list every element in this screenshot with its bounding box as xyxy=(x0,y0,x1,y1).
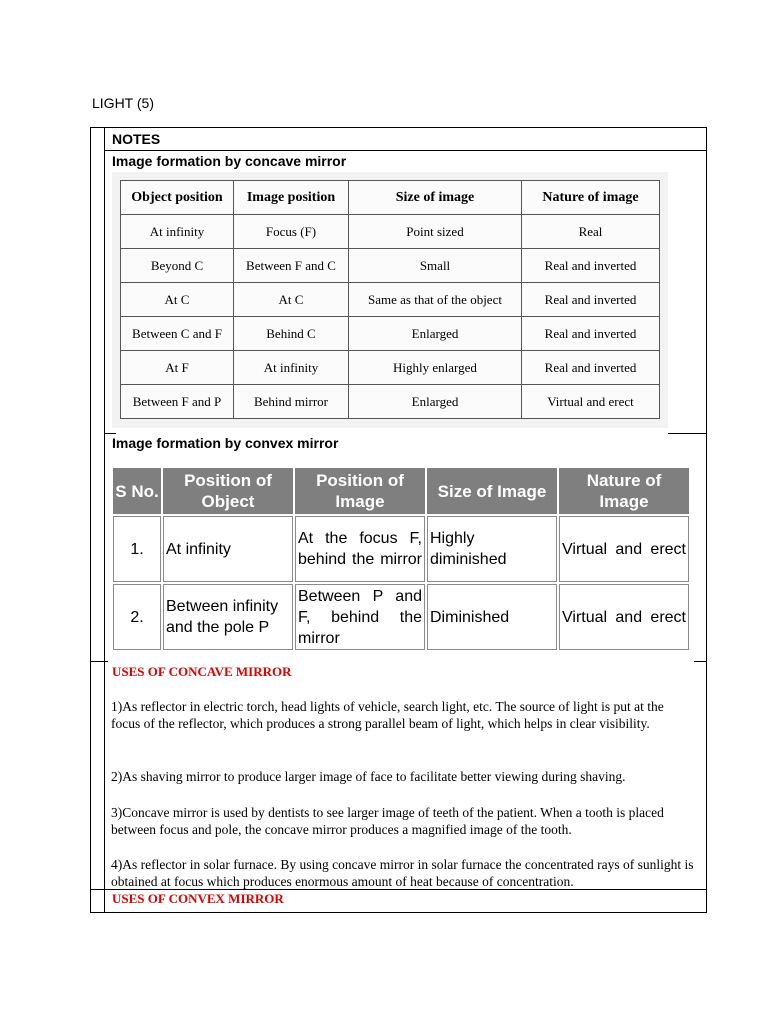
table-row xyxy=(121,385,660,419)
table-row xyxy=(121,351,660,385)
frame-divider-3 xyxy=(90,661,108,662)
uses-concave-item-4: 4)As reflector in solar furnace. By using concave mirror in solar furnace the concentrated rays of sunlight is obtained at focus which produces enormous amount of heat because of concentration. xyxy=(111,857,694,889)
table-cell: Diminished xyxy=(427,584,557,650)
table-cell: Beyond C xyxy=(121,249,234,283)
frame-right xyxy=(706,127,707,913)
table-cell: Real xyxy=(522,215,660,249)
concave-section-heading: Image formation by concave mirror xyxy=(112,153,347,169)
concave-table-image xyxy=(112,172,668,428)
uses-convex-heading: USES OF CONVEX MIRROR xyxy=(112,891,284,906)
frame-bottom xyxy=(90,912,707,913)
table-cell: Behind C xyxy=(234,317,349,351)
column-header: Nature of image xyxy=(522,181,660,215)
table-row xyxy=(121,317,660,351)
table-cell: Between infinity and the pole P xyxy=(163,584,293,650)
table-cell: At the focus F, behind the mirror xyxy=(295,516,425,582)
frame-left xyxy=(90,127,91,913)
table-cell: Between C and F xyxy=(121,317,234,351)
table-cell: Real and inverted xyxy=(522,351,660,385)
column-header: Position of Object xyxy=(163,468,293,514)
table-cell: At C xyxy=(234,283,349,317)
table-cell: 1. xyxy=(113,516,161,582)
uses-concave-heading: USES OF CONCAVE MIRROR xyxy=(112,664,292,679)
table-cell: Between P and F, behind the mirror xyxy=(295,584,425,650)
table-cell: Between F and C xyxy=(234,249,349,283)
column-header: Size of image xyxy=(349,181,522,215)
convex-table xyxy=(111,466,691,652)
column-header: Position of Image xyxy=(295,468,425,514)
table-cell: Highly diminished xyxy=(427,516,557,582)
frame-divider-2 xyxy=(104,433,116,434)
table-cell: Enlarged xyxy=(349,317,522,351)
frame-divider-3b xyxy=(694,661,707,662)
table-cell: Behind mirror xyxy=(234,385,349,419)
table-cell: Virtual and erect xyxy=(522,385,660,419)
table-cell: Virtual and erect xyxy=(559,516,689,582)
column-header: S No. xyxy=(113,468,161,514)
table-cell: Real and inverted xyxy=(522,317,660,351)
page-title: LIGHT (5) xyxy=(92,95,154,111)
column-header: Nature of Image xyxy=(559,468,689,514)
table-cell: At C xyxy=(121,283,234,317)
table-header-row xyxy=(121,181,660,215)
table-cell: Small xyxy=(349,249,522,283)
table-cell: Same as that of the object xyxy=(349,283,522,317)
notes-heading: NOTES xyxy=(112,131,161,147)
table-row xyxy=(113,584,689,650)
frame-inner-left xyxy=(104,127,105,913)
table-row xyxy=(121,283,660,317)
concave-table xyxy=(120,180,660,419)
uses-concave-item-2: 2)As shaving mirror to produce larger image of face to facilitate better viewing during shaving. xyxy=(111,769,626,784)
table-cell: Real and inverted xyxy=(522,283,660,317)
table-cell: 2. xyxy=(113,584,161,650)
table-row xyxy=(121,249,660,283)
table-cell: Between F and P xyxy=(121,385,234,419)
table-cell: At infinity xyxy=(121,215,234,249)
column-header: Image position xyxy=(234,181,349,215)
table-header-row xyxy=(113,468,689,514)
table-cell: Virtual and erect xyxy=(559,584,689,650)
table-row xyxy=(113,516,689,582)
column-header: Object position xyxy=(121,181,234,215)
table-cell: At infinity xyxy=(234,351,349,385)
column-header: Size of Image xyxy=(427,468,557,514)
frame-top xyxy=(90,127,707,128)
frame-divider-2b xyxy=(668,433,707,434)
table-cell: Focus (F) xyxy=(234,215,349,249)
table-cell: Enlarged xyxy=(349,385,522,419)
table-row xyxy=(121,215,660,249)
table-cell: Real and inverted xyxy=(522,249,660,283)
table-cell: At infinity xyxy=(163,516,293,582)
frame-divider-1 xyxy=(104,150,707,151)
table-cell: Point sized xyxy=(349,215,522,249)
uses-concave-item-1: 1)As reflector in electric torch, head lights of vehicle, search light, etc. The source of light is put at the focus of the reflector, which produces a strong parallel beam of light, which helps in clear visibility. xyxy=(111,699,664,731)
table-cell: At F xyxy=(121,351,234,385)
uses-concave-item-3: 3)Concave mirror is used by dentists to see larger image of teeth of the patient. When a tooth is placed between focus and pole, the concave mirror produces a magnified image of the tooth. xyxy=(111,805,664,837)
convex-section-heading: Image formation by convex mirror xyxy=(112,435,339,451)
table-cell: Highly enlarged xyxy=(349,351,522,385)
